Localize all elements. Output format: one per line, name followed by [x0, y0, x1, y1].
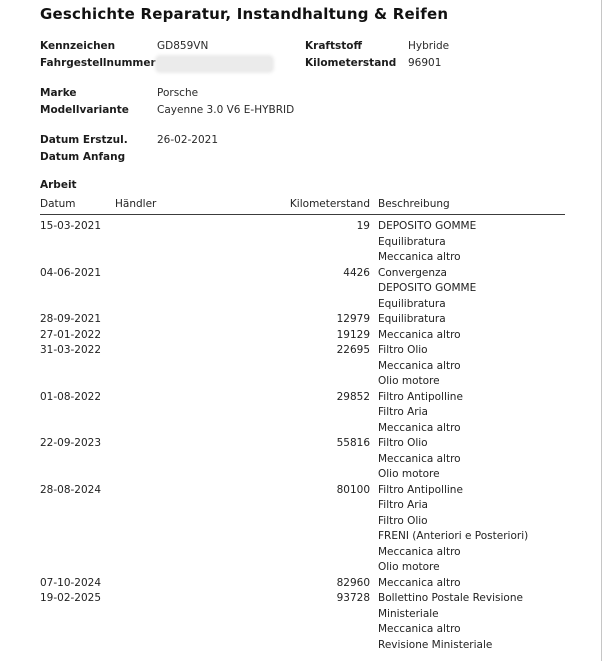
work-description-item: Olio motore: [378, 561, 440, 573]
modellvariante-label: Modellvariante: [40, 104, 129, 116]
work-row-date: 28-09-2021: [40, 313, 102, 325]
marke-value: Porsche: [157, 87, 199, 99]
work-description-item: Meccanica altro: [378, 623, 461, 635]
kennzeichen-label: Kennzeichen: [40, 40, 116, 52]
column-header-beschreibung: Beschreibung: [378, 198, 450, 210]
work-description-item: Filtro Olio: [378, 514, 428, 527]
work-description-item: Filtro Olio: [378, 437, 428, 449]
datum-erstzul-value: 26-02-2021: [157, 134, 219, 146]
work-description-item: Olio motore: [378, 375, 440, 387]
work-row-dealer: [115, 328, 275, 344]
work-row-odometer: 12979: [336, 313, 370, 325]
work-description-item: Revisione Ministeriale: [378, 638, 493, 651]
work-row: [40, 591, 565, 653]
work-section-heading: Arbeit: [40, 179, 77, 191]
work-row-date: 31-03-2022: [40, 344, 102, 356]
fahrgestellnummer-label: Fahrgestellnummer: [40, 57, 156, 69]
vehicle-id-left-column: [40, 38, 305, 72]
work-row-description: [370, 219, 557, 266]
work-row: [40, 266, 565, 313]
work-row-odometer: 55816: [336, 437, 370, 449]
work-row: [40, 576, 565, 592]
datum-erstzul-row: [40, 132, 565, 149]
work-row-dealer: [115, 591, 275, 653]
work-row-dealer: [115, 576, 275, 592]
kennzeichen-value: GD859VN: [157, 40, 209, 52]
work-description-item: Meccanica altro: [378, 359, 461, 372]
datum-erstzul-label: Datum Erstzul.: [40, 134, 128, 146]
work-description-item: FRENI (Anteriori e Posteriori): [378, 530, 529, 542]
work-row-date: 15-03-2021: [40, 220, 102, 232]
work-description-item: Meccanica altro: [378, 421, 461, 434]
work-row: [40, 390, 565, 437]
work-description-item: Filtro Antipolline: [378, 390, 463, 403]
work-row-date: 07-10-2024: [40, 576, 102, 589]
work-row-dealer: [115, 343, 275, 390]
work-row-odometer: 22695: [336, 344, 370, 356]
datum-anfang-row: [40, 149, 565, 166]
work-description-item: Meccanica altro: [378, 576, 461, 589]
column-header-kilometerstand: Kilometerstand: [289, 198, 370, 210]
work-row-description: [370, 483, 557, 576]
work-row: [40, 312, 565, 328]
vehicle-id-right-column: [305, 38, 565, 72]
modellvariante-row: [40, 102, 565, 119]
work-row-date: 19-02-2025: [40, 592, 102, 604]
marke-label: Marke: [40, 87, 77, 99]
work-row: [40, 328, 565, 344]
work-description-item: Filtro Aria: [378, 499, 428, 511]
work-row-date: 22-09-2023: [40, 437, 102, 449]
work-row-description: [370, 343, 557, 390]
work-row-date: 28-08-2024: [40, 483, 102, 496]
work-section: [40, 179, 565, 653]
page-title: Geschichte Reparatur, Instandhaltung & Reifen: [40, 5, 449, 23]
vehicle-model-section: [40, 85, 565, 119]
work-description-item: Meccanica altro: [378, 545, 461, 558]
work-description-item: Meccanica altro: [378, 328, 461, 341]
work-row-odometer: 19129: [336, 328, 370, 341]
work-row-dealer: [115, 483, 275, 576]
work-row-odometer: 93728: [336, 592, 370, 604]
work-row-date: 04-06-2021: [40, 266, 102, 279]
work-row: [40, 343, 565, 390]
marke-row: [40, 85, 565, 102]
work-row: [40, 436, 565, 483]
work-row-description: [370, 436, 557, 483]
work-description-item: DEPOSITO GOMME: [378, 220, 477, 232]
work-description-item: Filtro Antipolline: [378, 483, 463, 496]
column-header-haendler: Händler: [115, 198, 157, 210]
work-description-item: Equilibratura: [378, 297, 446, 310]
work-description-item: Equilibratura: [378, 235, 446, 248]
kilometerstand-value: 96901: [408, 57, 442, 69]
work-description-item: Convergenza: [378, 266, 447, 279]
vehicle-dates-section: [40, 132, 565, 166]
kennzeichen-row: [40, 38, 305, 55]
work-row-date: 01-08-2022: [40, 390, 102, 403]
kraftstoff-label: Kraftstoff: [305, 40, 362, 52]
column-header-datum: Datum: [40, 198, 76, 210]
work-row-dealer: [115, 219, 275, 266]
work-table-body: [40, 215, 565, 653]
work-table-header: [40, 197, 565, 215]
work-description-item: Meccanica altro: [378, 251, 461, 263]
datum-anfang-label: Datum Anfang: [40, 151, 126, 163]
document-content: [40, 5, 565, 653]
work-row-odometer: 19: [356, 220, 370, 232]
work-row-description: [370, 266, 557, 313]
kilometerstand-label: Kilometerstand: [305, 57, 397, 69]
kraftstoff-row: [305, 38, 565, 55]
work-description-item: Filtro Aria: [378, 406, 428, 418]
work-row-odometer: 29852: [336, 390, 370, 403]
work-description-item: Olio motore: [378, 468, 440, 480]
work-row: [40, 219, 565, 266]
work-row-odometer: 82960: [336, 576, 370, 589]
work-description-item: Equilibratura: [378, 313, 446, 325]
work-row-odometer: 80100: [336, 483, 370, 496]
work-row-description: [370, 390, 557, 437]
fahrgestellnummer-row: [40, 55, 305, 72]
work-row-description: [370, 328, 557, 344]
work-row-dealer: [115, 266, 275, 313]
work-row-odometer: 4426: [343, 266, 370, 279]
work-row-dealer: [115, 436, 275, 483]
modellvariante-value: Cayenne 3.0 V6 E-HYBRID: [157, 104, 295, 116]
work-row-description: [370, 591, 557, 653]
vehicle-id-section: [40, 38, 565, 72]
work-row-description: [370, 576, 557, 592]
kraftstoff-value: Hybride: [408, 40, 450, 52]
work-description-item: Bollettino Postale Revisione Ministeriale: [378, 592, 523, 620]
work-row: [40, 483, 565, 576]
work-row-date: 27-01-2022: [40, 328, 102, 341]
work-description-item: DEPOSITO GOMME: [378, 282, 477, 294]
work-description-item: Meccanica altro: [378, 452, 461, 465]
work-description-item: Filtro Olio: [378, 344, 428, 356]
work-row-description: [370, 312, 557, 328]
work-row-dealer: [115, 312, 275, 328]
redacted-vin-value: [157, 57, 272, 71]
kilometerstand-row: [305, 55, 565, 72]
work-row-dealer: [115, 390, 275, 437]
